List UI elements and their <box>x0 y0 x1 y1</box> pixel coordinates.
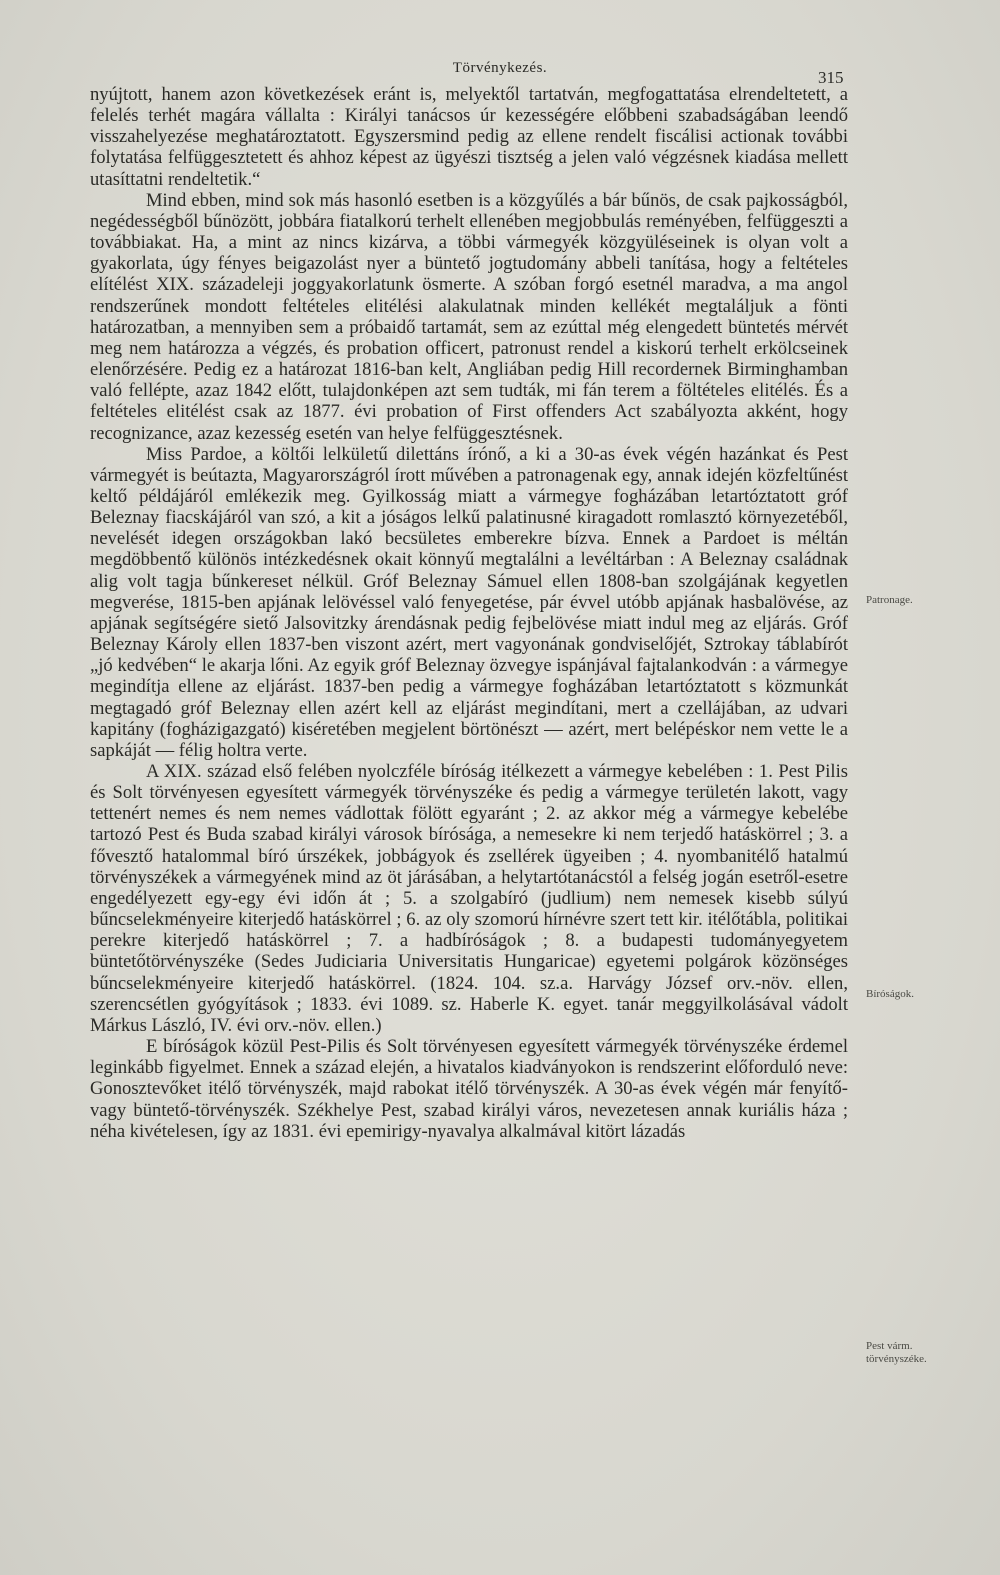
paragraph-3: Miss Pardoe, a költői lelkületű dilettáns írónő, a ki a 30-as évek végén hazánkat és Pest vármegyét is beútazta, Magyarországról írott művében a patronagenak egy, annak idején közfeltűnést keltő példájáról emlékezik meg. Gyilkosság miatt a vármegye fogházában letartóztatott gróf Beleznay fiacskájáról van szó, a kit a jóságos lelkű palatinusné kiragadott romlasztó környezetéből, nevelését idegen országokban lakó becsületes emberekre bízva. Ennek a Pardoet is méltán megdöbbentő különös intézkedésnek okait könnyű megtalálni a levéltárban : A Beleznay családnak alig volt tagja bűnkereset nélkül. Gróf Beleznay Sámuel ellen 1808-ban szolgájának kegyetlen megverése, 1815-ben apjának lelövéssel való fenyegetése, pár évvel utóbb apjának hasbalövése, az apjának segítségére siető Jalsovitzky árendásnak pedig fejbelövése miatt indul meg az eljárás. Gróf Beleznay Károly ellen 1837-ben viszont azért, mert vagyonának gondviselőjét, Sztrokay táblabírót „jó kedvében“ le akarja lőni. Az egyik gróf Beleznay özvegye ispánjával fajtalankodván : a vármegye megindítja ellene az eljárást. 1837-ben pedig a vármegye fogházában letartóztatott s közmunkát megtagadó gróf Beleznay ellen azért kell az eljárást megindítani, mert a czellájában, az udvari kapitány (fogházigazgató) kiséretében megjelent börtönészt — azért, mert belépéskor nem vette le a sapkáját — félig holtra verte. <box>90 443 848 761</box>
running-head: Törvénykezés. <box>452 60 548 76</box>
margin-note-patronage: Patronage. <box>866 594 913 606</box>
body-text <box>90 84 848 1142</box>
paragraph-2: Mind ebben, mind sok más hasonló esetben is a közgyűlés a bár bűnös, de csak pajkosságból, negédességből bűnözött, jobbára fiatalkorú terhelt ellenében megjobbulás reményében, felfüggeszti a továbbiakat. Ha, a mint az nincs kizárva, a többi vármegyék közgyüléseinek is olyan volt a gyakorlata, úgy fényes beigazolást nyer a büntető jogtudomány abbeli tanítása, hogy a feltételes elítélést XIX. századeleji joggyakorlatunk ösmerte. A szóban forgó esetnél maradva, a ma angol rendszerűnek mondott feltételes elitélési alakulatnak minden kellékét megtaláljuk a fönti határozatban, a mennyiben sem a próbaidő tartamát, sem az ezúttal még elengedett büntetés mérvét meg nem határozza a végzés, és probation officert, patronust rendel a kiskorú terhelt erkölcseinek elenőrzésére. Pedig ez a határozat 1816-ban kelt, Angliában pedig Hill recordernek Birminghamban való fellépte, azaz 1842 előtt, tulajdonképen azt sem tudták, mi fán terem a föltételes elitélés. És a feltételes elitélést csak az 1877. évi probation of First offenders Act szabályozta akként, hogy recognizance, azaz kezesség esetén van helye felfüggesztésnek. <box>90 189 848 444</box>
page-number: 315 <box>818 68 844 87</box>
paragraph-4: A XIX. század első felében nyolczféle bíróság itélkezett a vármegye kebelében : 1. Pest Pilis és Solt törvényesen egyesített vármegyék törvényszéke és pedig a vármegye területén lakott, vagy tettenért nemes és nem nemes vádlottak fölött egyaránt ; 2. az akkor még a vármegye kebelébe tartozó Pest és Buda szabad királyi városok bírósága, a nemesekre ki nem terjedő hatáskörrel ; 3. a fővesztő hatalommal bíró úrszékek, jobbágyok és zsellérek ügyeiben ; 4. nyombanitélő hatalmú törvényszékek a vármegyének mind az öt járásában, a helytartótanácstól a felség jogán esetről-esetre engedélyezett egy-egy évi időn át ; 5. a szolgabíró (judlium) nem nemesek kisebb súlyú bűncselekményeire kiterjedő hatáskörrel ; 6. az oly szomorú hírnévre szert tett kir. itélőtábla, politikai perekre kiterjedő hatáskörrel ; 7. a hadbíróságok ; 8. a budapesti tudományegyetem büntetőtörvényszéke (Sedes Judiciaria Universitatis Hungaricae) egyetemi polgárok közönséges bűncselekményeire kiterjedő hatáskörrel. (1824. 104. sz.a. Harvágy József orv.-növ. ellen, szerencsétlen gyógyítások ; 1833. évi 1089. sz. Haberle K. egyet. tanár meggyilkolásával vádolt Márkus László, IV. évi orv.-növ. ellen.) <box>90 761 848 1036</box>
paragraph-1: nyújtott, hanem azon következések eránt is, melyektől tartatván, megfogattatása elrendeltetett, a felelés terhét magára vállalta : Királyi tanácsos úr kezességére előbbeni szabadságában leendő visszahelyezése meghatároztatott. Egyszersmind pedig az ellene rendelt fiscálisi actionak további folytatása felfüggesztetett és ahhoz képest az ügyészi tisztség a jelen való végzésnek kiadása mellett utasíttatni rendeltetik.“ <box>90 84 848 190</box>
margin-note-pest-varm: Pest várm. törvényszéke. <box>866 1340 927 1365</box>
margin-note-birosagok: Bíróságok. <box>866 988 914 1000</box>
paragraph-5: E bíróságok közül Pest-Pilis és Solt törvényesen egyesített vármegyék törvényszéke érdemel leginkább figyelmet. Ennek a század elején, a hivatalos kiadványokon is rendszerint előforduló neve: Gonosztevőket itélő törvényszék, majd rabokat itélő törvényszék. A 30-as évek végén már fenyítő- vagy büntető-törvényszék. Székhelye Pest, szabad királyi város, nevezetesen annak kuriális háza ; néha kivételesen, így az 1831. évi epemirigy-nyavalya alkalmával kitört lázadás <box>90 1036 848 1142</box>
